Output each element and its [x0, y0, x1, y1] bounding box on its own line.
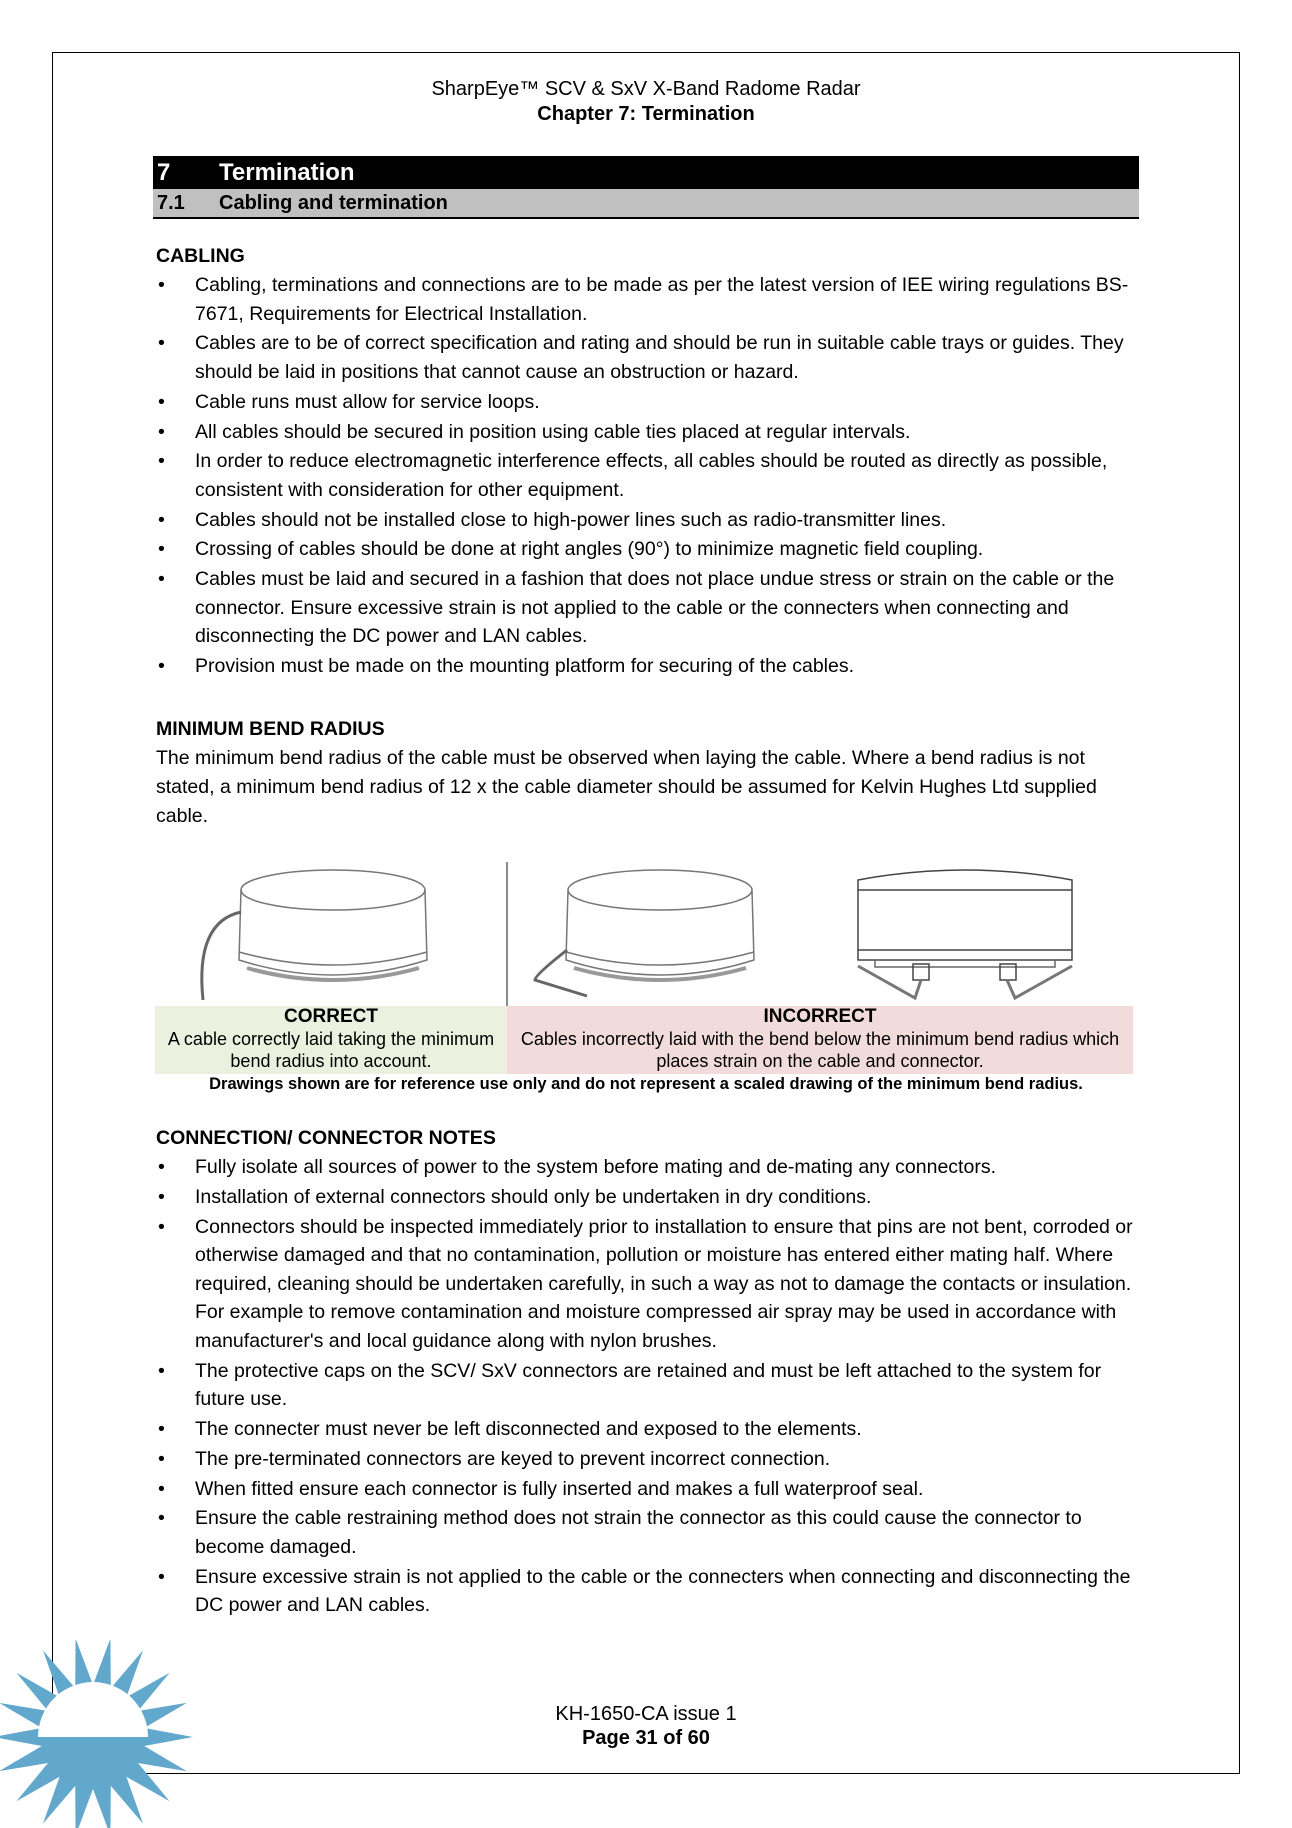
bullet-icon: •: [158, 1477, 165, 1500]
subsection-title: Cabling and termination: [219, 192, 448, 214]
page-number: Page 31 of 60: [582, 1727, 710, 1749]
incorrect-label: INCORRECT: [763, 1006, 877, 1027]
list-item-text: The connecter must never be left disconnected and exposed to the elements.: [195, 1418, 862, 1441]
cabling-section: [156, 242, 1146, 682]
list-item: [156, 447, 1146, 504]
connection-heading: CONNECTION/ CONNECTOR NOTES: [156, 1127, 496, 1149]
bullet-icon: •: [158, 1156, 165, 1178]
document-number: KH-1650-CA issue 1: [555, 1703, 737, 1725]
connection-section: [156, 1124, 1146, 1621]
list-item: [156, 1415, 1146, 1444]
radar-side-incorrect-drawing: [858, 870, 1072, 998]
list-item-text: Provision must be made on the mounting platform for securing of the cables.: [195, 655, 855, 678]
list-item-text: The pre-terminated connectors are keyed to prevent incorrect connection.: [195, 1447, 831, 1470]
radar-correct-drawing: [202, 870, 427, 1000]
list-item: [156, 1475, 1146, 1504]
list-item: [156, 271, 1146, 328]
list-item-text: When fitted ensure each connector is fully inserted and makes a full waterproof seal.: [195, 1477, 924, 1500]
list-item: [156, 652, 1146, 681]
list-item: [156, 565, 1146, 651]
list-item: [156, 1183, 1146, 1212]
bullet-icon: •: [158, 1359, 165, 1382]
incorrect-caption: [507, 1006, 1133, 1074]
bullet-icon: •: [158, 1565, 165, 1588]
bend-radius-section: [156, 715, 1146, 830]
bullet-icon: •: [158, 1447, 165, 1470]
section-title: Termination: [219, 159, 355, 186]
bullet-icon: •: [158, 1215, 165, 1238]
list-item-text: Cables are to be of correct specification and rating and should be run in suitable cable trays or guides. They should be laid in positions that cannot cause an obstruction or hazard.: [195, 332, 1124, 383]
drawing-note: Drawings shown are for reference use only and do not represent a scaled drawing of the minimum bend radius.: [209, 1075, 1083, 1093]
list-item: [156, 535, 1146, 564]
bend-radius-text: The minimum bend radius of the cable must be observed when laying the cable. Where a bend radius is not stated, a minimum bend radius of 12 x the cable diameter should be assumed for Kelvin Hughes Ltd supplied cable.: [156, 747, 1097, 827]
list-item-text: Ensure the cable restraining method does not strain the connector as this could cause the connector to become damaged.: [195, 1507, 1082, 1559]
cabling-list: [156, 271, 1146, 681]
subsection-heading: [153, 189, 1139, 219]
correct-caption: [155, 1006, 507, 1074]
list-item: [156, 1213, 1146, 1356]
correct-label: CORRECT: [284, 1006, 378, 1027]
bend-radius-heading: MINIMUM BEND RADIUS: [156, 718, 385, 740]
bullet-icon: •: [158, 1418, 165, 1441]
list-item-text: Crossing of cables should be done at right angles (90°) to minimize magnetic field coupling.: [195, 538, 984, 561]
list-item: [156, 1563, 1146, 1620]
chapter-title: Chapter 7: Termination: [537, 103, 755, 125]
radar-drawings: [155, 860, 1133, 1006]
bullet-icon: •: [158, 274, 165, 296]
bullet-icon: •: [158, 508, 165, 531]
bullet-icon: •: [158, 655, 165, 678]
list-item-text: Ensure excessive strain is not applied to the cable or the connecters when connecting and disconnecting the DC power and LAN cables.: [195, 1565, 1131, 1617]
list-item-text: Cables must be laid and secured in a fashion that does not place undue stress or strain on the cable or the connector. Ensure excessive strain is not applied to the cable or the connecters when connecting and disconnecting the DC power and LAN cables.: [195, 568, 1115, 648]
bullet-icon: •: [158, 568, 165, 591]
bullet-icon: •: [158, 420, 165, 443]
bullet-icon: •: [158, 538, 165, 561]
cabling-heading: CABLING: [156, 245, 245, 267]
list-item: [156, 388, 1146, 417]
list-item: [156, 1504, 1146, 1561]
bullet-icon: •: [158, 390, 165, 413]
list-item: [156, 1153, 1146, 1182]
list-item: [156, 1357, 1146, 1414]
list-item-text: Cable runs must allow for service loops.: [195, 390, 540, 413]
list-item: [156, 506, 1146, 535]
incorrect-description: Cables incorrectly laid with the bend below the minimum bend radius which places strain on the cable and connector.: [520, 1029, 1120, 1071]
document-title: SharpEye™ SCV & SxV X-Band Radome Radar: [431, 78, 861, 100]
list-item: [156, 418, 1146, 447]
list-item: [156, 1445, 1146, 1474]
section-number: 7: [157, 159, 171, 186]
list-item-text: Fully isolate all sources of power to the system before mating and de-mating any connectors.: [195, 1156, 996, 1178]
section-heading: [153, 156, 1139, 189]
list-item-text: All cables should be secured in position using cable ties placed at regular intervals.: [195, 420, 911, 443]
list-item: [156, 329, 1146, 386]
bend-radius-figure: [155, 860, 1133, 1075]
subsection-number: 7.1: [157, 192, 185, 214]
list-item-text: Cables should not be installed close to high-power lines such as radio-transmitter lines.: [195, 508, 947, 531]
connection-list: [156, 1153, 1146, 1620]
correct-description: A cable correctly laid taking the minimum bend radius into account.: [167, 1029, 495, 1071]
radar-incorrect-drawing: [535, 870, 754, 996]
bullet-icon: •: [158, 450, 165, 473]
bullet-icon: •: [158, 1507, 165, 1530]
list-item-text: The protective caps on the SCV/ SxV connectors are retained and must be left attached to the system for future use.: [195, 1359, 1102, 1411]
bullet-icon: •: [158, 1185, 165, 1208]
list-item-text: In order to reduce electromagnetic interference effects, all cables should be routed as directly as possible, consistent with consideration for other equipment.: [195, 450, 1108, 501]
list-item-text: Connectors should be inspected immediately prior to installation to ensure that pins are not bent, corroded or otherwise damaged and that no contamination, pollution or moisture has entered either mating half. Where required, cleaning should be undertaken carefully, in such a way as not to damage the contacts or insulation. For example to remove contamination and moisture compressed air spray may be used in accordance with manufacturer's and local guidance along with nylon brushes.: [195, 1215, 1133, 1352]
list-item-text: Cabling, terminations and connections are to be made as per the latest version of IEE wiring regulations BS-7671, Requirements for Electrical Installation.: [195, 274, 1129, 325]
bullet-icon: •: [158, 332, 165, 355]
list-item-text: Installation of external connectors should only be undertaken in dry conditions.: [195, 1185, 872, 1208]
